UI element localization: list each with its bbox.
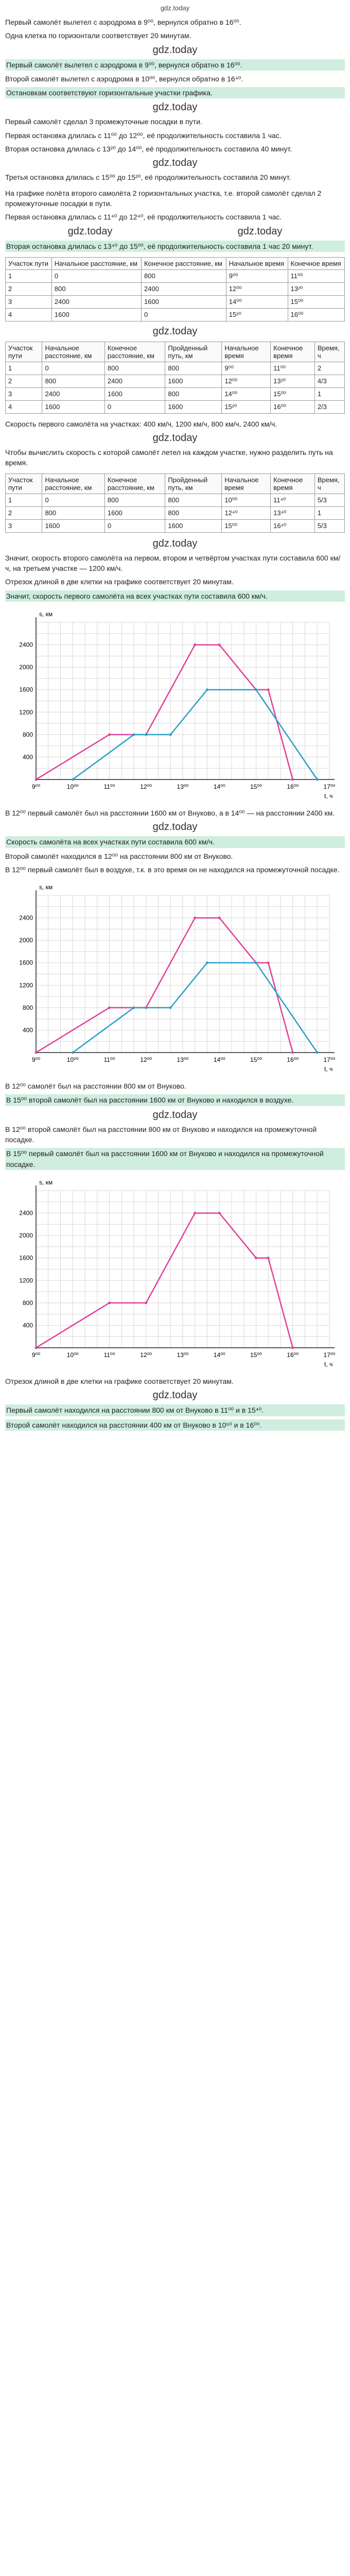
intro-line: Остановкам соответствуют горизонтальные участки графика. xyxy=(5,87,345,98)
table-header-cell: Конечное время xyxy=(271,473,315,494)
table-cell: 15²⁰ xyxy=(222,400,271,413)
data-point xyxy=(145,1301,147,1304)
text-line: В 12⁰⁰ второй самолёт был на расстоянии 800 км от Внуково и находился на промежуточной посадке. xyxy=(5,1125,317,1144)
table-row xyxy=(6,519,345,532)
data-point xyxy=(206,688,208,691)
y-tick-label: 1600 xyxy=(19,1254,33,1262)
after-chart2-section xyxy=(5,1081,345,1170)
table-row xyxy=(6,269,345,282)
x-tick-label: 13⁰⁰ xyxy=(177,1351,189,1359)
text-line: В 15⁰⁰ второй самолёт был на расстоянии 1600 км от Внуково и находился в воздухе. xyxy=(5,1094,345,1106)
data-point xyxy=(194,643,196,646)
table-cell: 1 xyxy=(6,362,42,375)
watermark: gdz.today xyxy=(152,432,198,444)
watermark: gdz.today xyxy=(152,44,198,56)
table-cell: 1600 xyxy=(104,387,165,400)
text-line: В 12⁰⁰ первый самолёт был на расстоянии 1600 км от Внуково, а в 14⁰⁰ — на расстоянии 2400 км. xyxy=(5,808,335,817)
table-cell: 15⁰⁰ xyxy=(288,295,345,308)
table-header-cell: Участок пути xyxy=(6,473,42,494)
y-tick-label: 400 xyxy=(22,1321,33,1329)
x-tick-label: 9⁰⁰ xyxy=(31,1056,41,1064)
data-point xyxy=(108,1301,111,1304)
table-header-cell: Пройденный путь, км xyxy=(165,473,222,494)
table-cell: 1600 xyxy=(51,308,141,321)
table-cell: 9⁰⁰ xyxy=(222,362,271,375)
y-tick-label: 1200 xyxy=(19,981,33,989)
watermark: gdz.today xyxy=(152,537,198,549)
intro-line: Первый самолёт вылетел с аэродрома в 9⁰⁰, вернулся обратно в 16⁰⁰. xyxy=(5,59,345,71)
text-line: Скорость первого самолёта на участках: 400 км/ч, 1200 км/ч, 800 км/ч, 2400 км/ч. xyxy=(5,419,277,428)
flight-chart-2 xyxy=(5,880,340,1076)
table-cell: 2400 xyxy=(141,282,226,295)
y-tick-label: 1200 xyxy=(19,708,33,716)
table-cell: 4 xyxy=(6,400,42,413)
y-tick-label: 2000 xyxy=(19,1232,33,1240)
watermark: gdz.today xyxy=(237,225,283,237)
data-point xyxy=(133,1006,135,1009)
table-cell: 1 xyxy=(6,269,52,282)
y-tick-label: 800 xyxy=(22,1004,33,1011)
table-cell: 2 xyxy=(6,375,42,387)
x-tick-label: 17⁰⁰ xyxy=(323,1351,336,1359)
table-header-cell: Время, ч xyxy=(314,473,344,494)
segments-table-2 xyxy=(5,342,345,414)
x-tick-label: 17⁰⁰ xyxy=(323,1056,336,1064)
table-cell: 1600 xyxy=(42,400,104,413)
intro-line: Первый самолёт вылетел с аэродрома в 9⁰⁰, вернулся обратно в 16⁰⁰. xyxy=(5,18,241,26)
table-cell: 2 xyxy=(6,506,42,519)
watermark: gdz.today xyxy=(152,821,198,833)
table-cell: 1600 xyxy=(165,400,222,413)
y-tick-label: 2400 xyxy=(19,641,33,649)
intro-line: Третья остановка длилась с 15⁰⁰ до 15²⁰, её продолжительность составила 20 минут. xyxy=(5,173,291,182)
x-tick-label: 11⁰⁰ xyxy=(103,1351,115,1359)
table-row xyxy=(6,362,345,375)
data-point xyxy=(255,688,257,691)
table-cell: 800 xyxy=(104,494,165,506)
x-tick-label: 15⁰⁰ xyxy=(250,1056,262,1064)
table-cell: 14⁰⁰ xyxy=(226,295,288,308)
table-header-cell: Участок пути xyxy=(6,342,42,362)
chart-3 xyxy=(5,1175,345,1371)
x-tick-label: 17⁰⁰ xyxy=(323,783,336,790)
y-tick-label: 1200 xyxy=(19,1277,33,1284)
x-tick-label: 16⁰⁰ xyxy=(287,1056,299,1064)
table-cell: 0 xyxy=(42,362,104,375)
table-header-cell: Начальное расстояние, км xyxy=(42,342,104,362)
watermark: gdz.today xyxy=(152,157,198,169)
table-cell: 4/3 xyxy=(314,375,344,387)
table-cell: 15⁰⁰ xyxy=(271,387,315,400)
table-cell: 11⁰⁰ xyxy=(271,362,315,375)
text-line: Первая остановка длилась с 11⁴⁰ до 12⁴⁰, её продолжительность составила 1 час. xyxy=(5,213,282,222)
table-cell: 1600 xyxy=(141,295,226,308)
data-point xyxy=(108,733,111,736)
table-cell: 1600 xyxy=(165,375,222,387)
table-cell: 3 xyxy=(6,295,52,308)
data-point xyxy=(206,961,208,964)
watermark: gdz.today xyxy=(152,325,198,337)
table-row xyxy=(6,506,345,519)
table-header-cell: Конечное расстояние, км xyxy=(141,257,226,269)
text-line: Значит, скорость второго самолёта на первом, втором и четвёртом участках пути составила 600 км/ч, на третьем участке — 1200 км/ч. xyxy=(5,553,341,573)
table-header-cell: Начальное расстояние, км xyxy=(42,473,104,494)
data-point xyxy=(35,778,38,781)
table-cell: 10⁰⁰ xyxy=(222,494,271,506)
table-cell: 0 xyxy=(51,269,141,282)
x-axis-label: t, ч xyxy=(324,792,333,800)
data-point xyxy=(316,778,319,781)
x-tick-label: 9⁰⁰ xyxy=(31,1351,41,1359)
x-tick-label: 16⁰⁰ xyxy=(287,1351,299,1359)
table-cell: 3 xyxy=(6,519,42,532)
text-line: Отрезок длиной в две клетки на графике соответствует 20 минутам. xyxy=(5,1377,234,1385)
data-point xyxy=(255,1257,257,1259)
table-cell: 2400 xyxy=(51,295,141,308)
x-tick-label: 11⁰⁰ xyxy=(103,1056,115,1064)
data-point xyxy=(316,1052,319,1054)
table-cell: 15²⁰ xyxy=(226,308,288,321)
table-header-cell: Конечное расстояние, км xyxy=(104,473,165,494)
table-cell: 0 xyxy=(42,494,104,506)
text-line: Чтобы вычислить скорость с которой самолёт летел на каждом участке, нужно разделить путь на время. xyxy=(5,448,333,467)
chart-2 xyxy=(5,880,345,1076)
y-tick-label: 800 xyxy=(22,731,33,738)
y-tick-label: 2000 xyxy=(19,937,33,944)
text-line: Первый самолёт находился на расстоянии 800 км от Внуково в 11⁰⁰ и в 15⁴⁰. xyxy=(5,1404,345,1416)
x-tick-label: 15⁰⁰ xyxy=(250,1351,262,1359)
text-line: В 12⁰⁰ самолёт был на расстоянии 800 км от Внуково. xyxy=(5,1082,186,1091)
intro-section xyxy=(5,17,345,183)
table-cell: 800 xyxy=(51,282,141,295)
data-point xyxy=(169,1006,172,1009)
chart-1 xyxy=(5,607,345,803)
table-cell: 1600 xyxy=(42,519,104,532)
watermark: gdz.today xyxy=(67,225,113,237)
data-point xyxy=(218,1212,221,1214)
data-point xyxy=(291,778,294,781)
text-line: Вторая остановка длилась с 13⁴⁰ до 15⁰⁰, её продолжительность составила 1 час 20 минут. xyxy=(5,241,345,252)
speed-section xyxy=(5,419,345,468)
text-line: Скорость самолёта на всех участках пути составила 600 км/ч. xyxy=(5,836,345,848)
text-line: В 15⁰⁰ первый самолёт был на расстоянии 1600 км от Внуково и находился на промежуточной посадке. xyxy=(5,1148,345,1170)
data-point xyxy=(267,688,270,691)
y-axis-label: s, км xyxy=(39,1178,53,1186)
table-cell: 1 xyxy=(6,494,42,506)
table-cell: 16⁰⁰ xyxy=(271,400,315,413)
second-plane-section xyxy=(5,188,345,252)
segments-table-3 xyxy=(5,473,345,533)
table-cell: 2 xyxy=(6,282,52,295)
data-point xyxy=(169,733,172,736)
data-point xyxy=(72,1052,74,1054)
table-cell: 0 xyxy=(141,308,226,321)
table-cell: 0 xyxy=(104,519,165,532)
text-line: В 12⁰⁰ первый самолёт был в воздухе, т.к. в это время он не находился на промежуточной посадке. xyxy=(5,865,340,874)
text-line: На графике полёта второго самолёта 2 горизонтальных участка, т.е. второй самолёт сделал 2 промежуточные посадки в пути. xyxy=(5,189,322,208)
x-tick-label: 16⁰⁰ xyxy=(287,783,299,790)
table-row xyxy=(6,375,345,387)
table-row xyxy=(6,400,345,413)
data-point xyxy=(218,917,221,919)
flight-chart-1 xyxy=(5,607,340,803)
table-cell: 5/3 xyxy=(314,494,344,506)
table-cell: 4 xyxy=(6,308,52,321)
intro-line: Первая остановка длилась с 11⁰⁰ до 12⁰⁰, её продолжительность составила 1 час. xyxy=(5,131,282,140)
table-cell: 14⁰⁰ xyxy=(222,387,271,400)
table-cell: 13⁴⁰ xyxy=(271,506,315,519)
data-point xyxy=(108,1006,111,1009)
x-tick-label: 12⁰⁰ xyxy=(140,1351,152,1359)
table-cell: 11⁰⁰ xyxy=(288,269,345,282)
table-cell: 800 xyxy=(42,506,104,519)
data-point xyxy=(133,733,135,736)
data-point xyxy=(218,643,221,646)
y-tick-label: 1600 xyxy=(19,686,33,693)
x-tick-label: 9⁰⁰ xyxy=(31,783,41,790)
table-cell: 12⁰⁰ xyxy=(226,282,288,295)
x-tick-label: 11⁰⁰ xyxy=(103,783,115,790)
table-cell: 1600 xyxy=(104,506,165,519)
intro-line: Вторая остановка длилась с 13²⁰ до 14⁰⁰, её продолжительность составила 40 минут. xyxy=(5,145,292,154)
table-cell: 800 xyxy=(165,387,222,400)
table-row xyxy=(6,494,345,506)
y-tick-label: 1600 xyxy=(19,959,33,967)
data-point xyxy=(35,1052,38,1054)
table-header-cell: Начальное время xyxy=(226,257,288,269)
mid-section xyxy=(5,538,345,602)
table-cell: 2 xyxy=(314,362,344,375)
table-cell: 2400 xyxy=(104,375,165,387)
site-brand: gdz.today xyxy=(160,4,190,12)
y-axis-label: s, км xyxy=(39,610,53,618)
x-axis-label: t, ч xyxy=(324,1065,333,1073)
table-header-cell: Конечное время xyxy=(288,257,345,269)
y-tick-label: 800 xyxy=(22,1299,33,1307)
watermark: gdz.today xyxy=(152,1389,198,1401)
data-point xyxy=(72,778,74,781)
table-header-cell: Конечное время xyxy=(271,342,315,362)
y-tick-label: 400 xyxy=(22,1026,33,1034)
table-cell: 2400 xyxy=(42,387,104,400)
data-point xyxy=(255,961,257,964)
y-tick-label: 400 xyxy=(22,753,33,761)
table-cell: 16⁴⁰ xyxy=(271,519,315,532)
table-row xyxy=(6,295,345,308)
x-tick-label: 15⁰⁰ xyxy=(250,783,262,790)
x-tick-label: 10⁰⁰ xyxy=(66,1056,79,1064)
table-cell: 15⁰⁰ xyxy=(222,519,271,532)
x-tick-label: 12⁰⁰ xyxy=(140,783,152,790)
intro-line: Первый самолёт сделал 3 промежуточные посадки в пути. xyxy=(5,117,202,126)
table-row xyxy=(6,282,345,295)
text-line: Отрезок длиной в две клетки на графике соответствует 20 минутам. xyxy=(5,578,234,586)
final-section xyxy=(5,1376,345,1431)
table-header-cell: Начальное время xyxy=(222,342,271,362)
x-tick-label: 13⁰⁰ xyxy=(177,1056,189,1064)
watermark: gdz.today xyxy=(152,101,198,113)
after-chart1-section xyxy=(5,808,345,875)
table-header-cell: Начальное расстояние, км xyxy=(51,257,141,269)
data-point xyxy=(35,1346,38,1349)
data-point xyxy=(194,917,196,919)
text-line: Значит, скорость первого самолёта на всех участках пути составила 600 км/ч. xyxy=(5,590,345,602)
x-axis-label: t, ч xyxy=(324,1360,333,1368)
x-tick-label: 12⁰⁰ xyxy=(140,1056,152,1064)
table-cell: 800 xyxy=(104,362,165,375)
table-cell: 13²⁰ xyxy=(271,375,315,387)
table-header-cell: Участок пути xyxy=(6,257,52,269)
x-tick-label: 10⁰⁰ xyxy=(66,1351,79,1359)
x-tick-label: 14⁰⁰ xyxy=(213,1056,225,1064)
y-axis-label: s, км xyxy=(39,884,53,891)
data-point xyxy=(267,961,270,964)
x-tick-label: 13⁰⁰ xyxy=(177,783,189,790)
y-tick-label: 2400 xyxy=(19,1209,33,1217)
table-header-cell: Начальное время xyxy=(222,473,271,494)
table-cell: 5/3 xyxy=(314,519,344,532)
table-cell: 1 xyxy=(314,506,344,519)
text-line: Второй самолёт находился на расстоянии 400 км от Внуково в 10⁵⁰ и в 16⁰⁰. xyxy=(5,1419,345,1431)
table-row xyxy=(6,387,345,400)
table-cell: 9⁰⁰ xyxy=(226,269,288,282)
x-tick-label: 14⁰⁰ xyxy=(213,1351,225,1359)
data-point xyxy=(291,1346,294,1349)
text-line: Второй самолёт находился в 12⁰⁰ на расстоянии 800 км от Внуково. xyxy=(5,852,233,860)
y-tick-label: 2400 xyxy=(19,914,33,922)
y-tick-label: 2000 xyxy=(19,664,33,671)
table-cell: 800 xyxy=(141,269,226,282)
data-point xyxy=(194,1212,196,1214)
table-cell: 12⁰⁰ xyxy=(222,375,271,387)
table-cell: 11⁴⁰ xyxy=(271,494,315,506)
table-cell: 2/3 xyxy=(314,400,344,413)
table-cell: 1 xyxy=(314,387,344,400)
flight-chart-3 xyxy=(5,1175,340,1371)
table-cell: 16⁰⁰ xyxy=(288,308,345,321)
table-cell: 800 xyxy=(165,506,222,519)
segments-table-1 xyxy=(5,257,345,321)
table-cell: 13²⁰ xyxy=(288,282,345,295)
table-cell: 1600 xyxy=(165,519,222,532)
watermark: gdz.today xyxy=(152,1109,198,1121)
table-row xyxy=(6,308,345,321)
data-point xyxy=(267,1257,270,1259)
intro-line: Второй самолёт вылетел с аэродрома в 10⁰⁰, вернулся обратно в 16⁴⁰. xyxy=(5,74,243,83)
table-cell: 800 xyxy=(165,362,222,375)
x-tick-label: 10⁰⁰ xyxy=(66,783,79,790)
data-point xyxy=(291,1052,294,1054)
x-tick-label: 14⁰⁰ xyxy=(213,783,225,790)
intro-line: Одна клетка по горизонтали соответствует 20 минутам. xyxy=(5,31,191,40)
table-header-cell: Время, ч xyxy=(314,342,344,362)
table-cell: 0 xyxy=(104,400,165,413)
table-header-cell: Пройденный путь, км xyxy=(165,342,222,362)
table-header-cell: Конечное расстояние, км xyxy=(104,342,165,362)
table-cell: 800 xyxy=(165,494,222,506)
table-cell: 800 xyxy=(42,375,104,387)
table-cell: 3 xyxy=(6,387,42,400)
table-cell: 12⁴⁰ xyxy=(222,506,271,519)
